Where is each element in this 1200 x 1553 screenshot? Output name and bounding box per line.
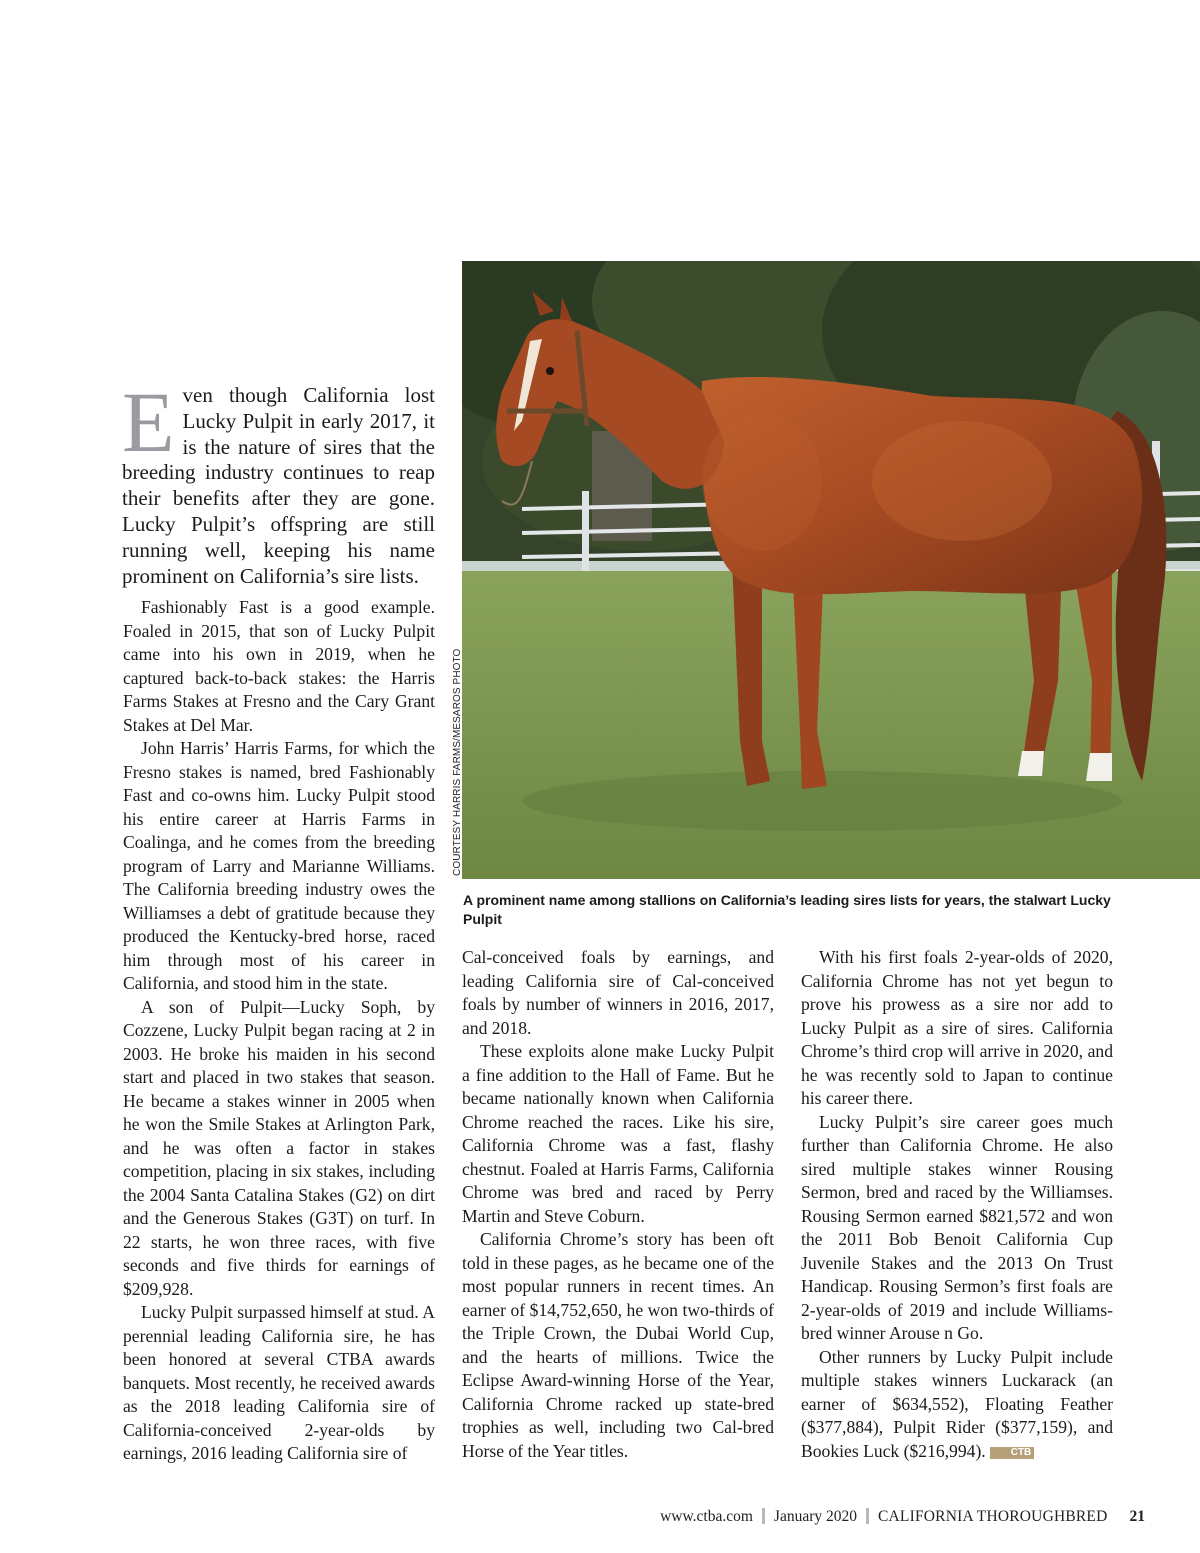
article-lead [122,374,435,589]
footer-date: January 2020 [773,1508,857,1525]
paragraph: Fashionably Fast is a good example. Foaled in 2015, that son of Lucky Pulpit came into his own in 2019, when he captured back-to-back stakes: the Harris Farms Stakes at Fresno and the Cary Grant Stakes at Del Mar. [123,597,435,735]
article-column-2 [462,946,774,1463]
paragraph: Lucky Pulpit surpassed himself at stud. A perennial leading California sire, he has been honored at several CTBA awards banquets. Most recently, he received awards as the 2018 leading California sire of California-conceived 2-year-olds by earnings, 2016 leading California sire of [123,1302,435,1463]
ctb-end-mark: CTB [990,1447,1035,1459]
article-column-1 [123,596,435,1466]
page-footer [660,1508,1145,1526]
photo-credit: COURTESY HARRIS FARMS/MESAROS PHOTO [452,648,463,876]
paragraph: California Chrome’s story has been oft told in these pages, as he became one of the most popular runners in recent times. An earner of $14,752,650, he won two-thirds of the Triple Crown, the Dubai World Cup, and the hearts of millions. Twice the Eclipse Award-winning Horse of the Year, California Chrome racked up state-bred trophies as well, including two Cal-bred Horse of the Year titles. [462,1229,774,1461]
drop-cap: E [122,374,175,470]
lucky-pulpit-photo-illustration [462,261,1200,879]
paragraph: A son of Pulpit—Lucky Soph, by Cozzene, Lucky Pulpit began racing at 2 in 2003. He broke his maiden in his second start and placed in two stakes that season. He became a stakes winner in 2005 when he won the Smile Stakes at Arlington Park, and he was often a factor in stakes competition, placing in six stakes, including the 2004 Santa Catalina Stakes (G2) on dirt and the Generous Stakes (G3T) on turf. In 22 starts, he won three races, with five seconds and five thirds for earnings of $209,928. [123,996,435,1299]
paragraph: John Harris’ Harris Farms, for which the Fresno stakes is named, bred Fashionably Fast and co-owns him. Lucky Pulpit stood his entire career at Harris Farms in Coalinga, and he comes from the breeding program of Larry and Marianne Williams. The California breeding industry owes the Williamses a debt of gratitude because they produced the Kentucky-bred horse, raced him through most of his career in California, and stood him in the state. [123,738,435,993]
footer-divider [866,1508,869,1524]
horse-photo [462,261,1200,879]
page-number: 21 [1129,1508,1145,1525]
paragraph-text: Other runners by Lucky Pulpit include multiple stakes winners Luckarack (an earner of $634,552), Floating Feather ($377,884), Pulpit Rider ($377,159), and Bookies Luck ($216,994). [801,1346,1113,1461]
footer-publication: CALIFORNIA THOROUGHBRED [877,1508,1108,1525]
paragraph: Lucky Pulpit’s sire career goes much further than California Chrome. He also sired multiple stakes winner Rousing Sermon, bred and raced by the Williamses. Rousing Sermon earned $821,572 and won the 2011 Bob Benoit California Cup Juvenile Stakes and the 2013 On Trust Handicap. Rousing Sermon’s first foals are 2-year-olds of 2019 and include Williams-bred winner Arouse n Go. [801,1111,1113,1343]
paragraph: With his first foals 2-year-olds of 2020, California Chrome has not yet begun to prove his prowess as a sire nor add to Lucky Pulpit as a sire of sires. California Chrome’s third crop will arrive in 2020, and he was recently sold to Japan to continue his career there. [801,947,1113,1108]
footer-website: www.ctba.com [660,1508,753,1525]
photo-caption: A prominent name among stallions on California’s leading sires lists for years, the stalwart Lucky Pulpit [463,892,1111,927]
lead-text: ven though California lost Lucky Pulpit in early 2017, it is the nature of sires that the breeding industry continues to reap their benefits after they are gone. Lucky Pulpit’s offspring are still running well, keeping his name prominent on California’s sire lists. [122,383,435,588]
paragraph [801,1346,1113,1464]
paragraph: Cal-conceived foals by earnings, and leading California sire of Cal-conceived foals by number of winners in 2016, 2017, and 2018. [462,947,774,1038]
paragraph: These exploits alone make Lucky Pulpit a fine addition to the Hall of Fame. But he became nationally known when California Chrome reached the races. Like his sire, California Chrome was a fast, flashy chestnut. Foaled at Harris Farms, California Chrome was bred and raced by Perry Martin and Steve Coburn. [462,1041,774,1226]
footer-divider [762,1508,765,1524]
article-column-3 [801,946,1113,1463]
